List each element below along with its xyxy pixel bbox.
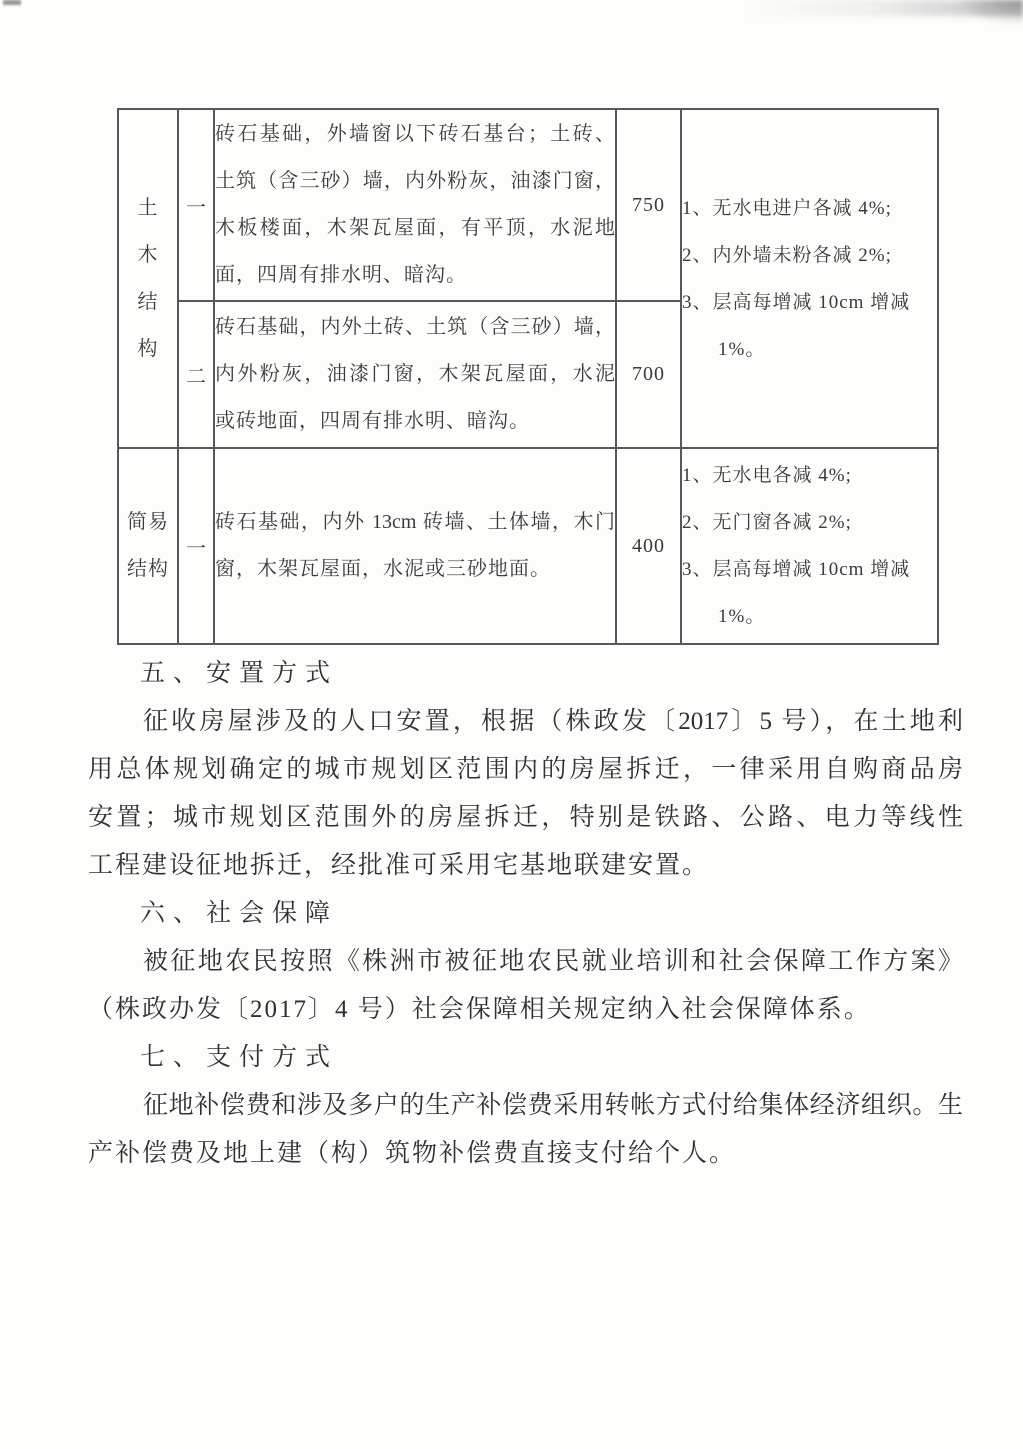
description-cell — [214, 301, 616, 448]
structure-category-cell-tumu — [118, 109, 178, 448]
table-row — [118, 448, 938, 644]
paragraph-line: 用总体规划确定的城市规划区范围内的房屋拆迁，一律采用自购商品房 — [88, 756, 963, 783]
scan-artifact — [3, 0, 21, 5]
table-row — [118, 109, 938, 301]
description-line: 砖石基础，内外土砖、土筑（含三砂）墙， — [215, 316, 615, 338]
paragraph-line: （株政办发〔2017〕4 号）社会保障相关规定纳入社会保障体系。 — [88, 996, 871, 1023]
category-char: 构 — [137, 337, 159, 360]
category-char: 木 — [137, 243, 159, 266]
description-cell — [214, 448, 616, 644]
price-cell: 700 — [616, 301, 681, 448]
price-cell: 750 — [616, 109, 681, 301]
structure-category-cell-jianyi — [118, 448, 178, 644]
paragraph-line: 产补偿费及地上建（构）筑物补偿费直接支付给个人。 — [88, 1140, 737, 1167]
note-line: 2、内外墙未粉各减 2%; — [682, 244, 892, 266]
note-line: 1、无水电各减 4%; — [682, 465, 852, 486]
note-line: 1%。 — [718, 606, 766, 627]
note-line: 2、无门窗各减 2%; — [682, 512, 852, 533]
paragraph-line: 安置；城市规划区范围外的房屋拆迁，特别是铁路、公路、电力等线性 — [88, 804, 963, 831]
note-line: 3、层高每增减 10cm 增减 — [682, 291, 911, 313]
paragraph-line: 工程建设征地拆迁，经批准可采用宅基地联建安置。 — [88, 852, 710, 879]
note-line: 3、层高每增减 10cm 增减 — [682, 559, 911, 580]
description-line: 面，四周有排水明、暗沟。 — [215, 264, 467, 286]
description-line: 或砖地面，四周有排水明、暗沟。 — [215, 410, 530, 432]
compensation-table — [117, 108, 939, 645]
price-cell: 400 — [616, 448, 681, 644]
note-line: 1%。 — [718, 338, 766, 360]
description-line: 木板楼面，木架瓦屋面，有平顶，水泥地 — [215, 217, 615, 239]
description-line: 内外粉灰，油漆门窗，木架瓦屋面，水泥 — [215, 363, 615, 385]
document-body — [88, 650, 963, 1178]
category-char: 简易 — [127, 511, 169, 533]
section-heading-7: 七、支付方式 — [140, 1044, 339, 1071]
section-heading-5: 五、安置方式 — [140, 660, 339, 687]
paragraph-line: 被征地农民按照《株洲市被征地农民就业培训和社会保障工作方案》 — [143, 948, 963, 975]
note-line: 1、无水电进户各减 4%; — [682, 197, 892, 219]
description-line: 土筑（含三砂）墙，内外粉灰，油漆门窗， — [215, 170, 615, 192]
description-line: 砖石基础，外墙窗以下砖石基台；土砖、 — [215, 123, 615, 145]
grade-cell: 一 — [178, 109, 214, 301]
description-cell — [214, 109, 616, 301]
grade-cell: 一 — [178, 448, 214, 644]
category-char: 土 — [137, 196, 159, 219]
description-line: 砖石基础，内外 13cm 砖墙、土体墙，木门 — [215, 511, 615, 533]
scan-artifact — [953, 0, 1023, 26]
section-heading-6: 六、社会保障 — [140, 900, 339, 927]
grade-cell: 二 — [178, 301, 214, 448]
description-line: 窗，木架瓦屋面，水泥或三砂地面。 — [215, 558, 551, 580]
category-char: 结 — [137, 290, 159, 313]
paragraph-line: 征地补偿费和涉及多户的生产补偿费采用转帐方式付给集体经济组织。生 — [143, 1092, 963, 1119]
paragraph-line: 征收房屋涉及的人口安置，根据（株政发〔2017〕5 号），在土地利 — [143, 708, 963, 735]
notes-cell — [681, 448, 938, 644]
category-char: 结构 — [127, 558, 169, 580]
notes-cell — [681, 109, 938, 448]
